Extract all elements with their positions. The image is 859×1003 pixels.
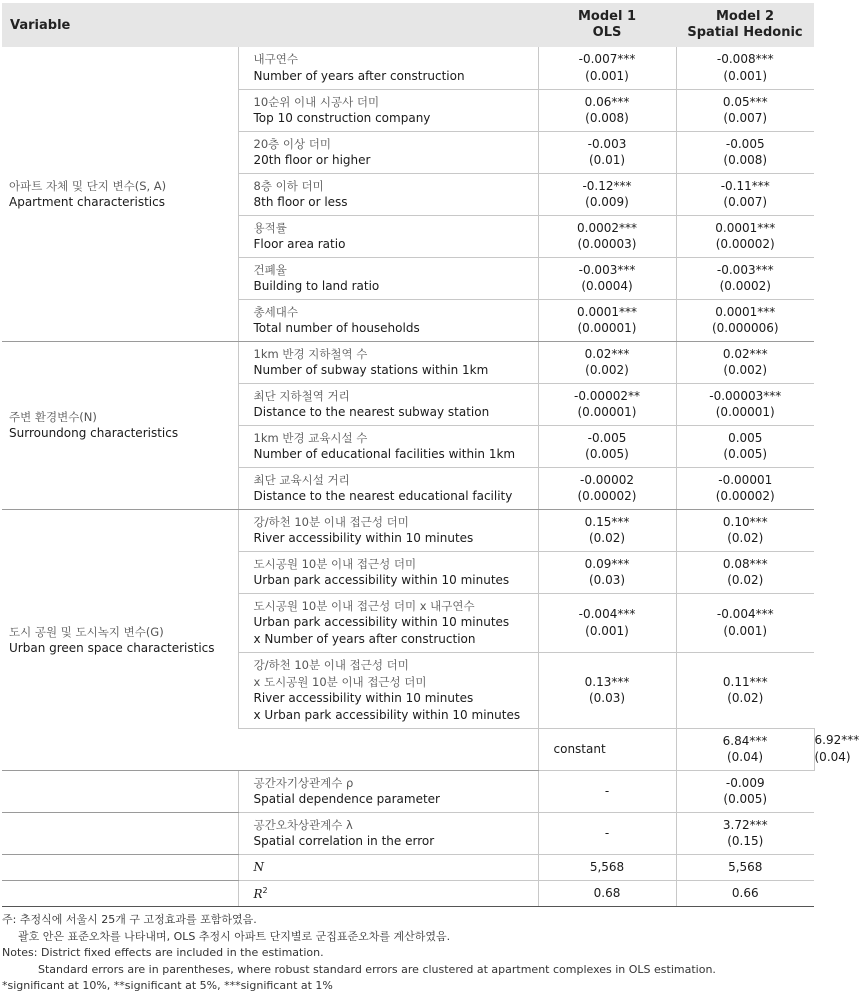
model1-value: - (538, 812, 676, 854)
results-table (2, 3, 859, 907)
model2-value: 0.11*** (0.02) (676, 652, 814, 728)
table-row (2, 770, 814, 812)
model2-value: 0.10*** (0.02) (676, 509, 814, 551)
variable-label: 1km 반경 교육시설 수 Number of educational facilities within 1km (238, 425, 538, 467)
group-label-empty (2, 770, 238, 812)
stat-label-n: N (238, 854, 538, 880)
group-label-empty (2, 812, 238, 854)
table-notes (2, 912, 814, 995)
group-label-surrounding: 주변 환경변수(N) Surroundong characteristics (2, 341, 238, 509)
model2-value: -0.004*** (0.001) (676, 593, 814, 652)
variable-label: 최단 지하철역 거리 Distance to the nearest subway station (238, 383, 538, 425)
variable-label: 20층 이상 더미 20th floor or higher (238, 131, 538, 173)
variable-label: 10순위 이내 시공사 더미 Top 10 construction company (238, 89, 538, 131)
model2-value: 0.0001*** (0.000006) (676, 299, 814, 341)
variable-label: 공간오차상관계수 λ Spatial correlation in the error (238, 812, 538, 854)
model2-value: 0.02*** (0.002) (676, 341, 814, 383)
model1-value: 0.0002*** (0.00003) (538, 215, 676, 257)
model1-r2: 0.68 (538, 880, 676, 906)
model2-value: 3.72*** (0.15) (676, 812, 814, 854)
variable-label: 도시공원 10분 이내 접근성 더미 x 내구연수 Urban park accessibility within 10 minutes x Number of years after construction (238, 593, 538, 652)
model1-n: 5,568 (538, 854, 676, 880)
model1-value: - (538, 770, 676, 812)
table-row (2, 47, 814, 89)
note-ko-2: 괄호 안은 표준오차를 나타내며, OLS 추정시 아파트 단지별로 군집표준오차를 계산하였음. (18, 929, 451, 943)
group-label-green: 도시 공원 및 도시녹지 변수(G) Urban green space characteristics (2, 509, 238, 770)
stat-row-n (2, 854, 814, 880)
model2-value: -0.005 (0.008) (676, 131, 814, 173)
variable-label: 강/하천 10분 이내 접근성 더미 x 도시공원 10분 이내 접근성 더미 River accessibility within 10 minutes x Urban park accessibility within 10 minutes (238, 652, 538, 728)
model1-value: 0.02*** (0.002) (538, 341, 676, 383)
variable-label: 최단 교육시설 거리 Distance to the nearest educational facility (238, 467, 538, 509)
model1-value: 0.15*** (0.02) (538, 509, 676, 551)
model1-value: 0.06*** (0.008) (538, 89, 676, 131)
model2-value: 0.005 (0.005) (676, 425, 814, 467)
model2-value: -0.00003*** (0.00001) (676, 383, 814, 425)
variable-label: 건폐율 Building to land ratio (238, 257, 538, 299)
variable-label: 공간자기상관계수 ρ Spatial dependence parameter (238, 770, 538, 812)
table-body (2, 47, 859, 906)
model1-value: -0.005 (0.005) (538, 425, 676, 467)
variable-label: 도시공원 10분 이내 접근성 더미 Urban park accessibility within 10 minutes (238, 551, 538, 593)
model1-value: 6.84*** (0.04) (676, 728, 814, 770)
variable-label: constant (538, 728, 676, 770)
model1-value: -0.004*** (0.001) (538, 593, 676, 652)
stat-label-r2: $R^2$ (238, 880, 538, 906)
model1-value: -0.00002 (0.00002) (538, 467, 676, 509)
stat-row-r2 (2, 880, 814, 906)
header-model1: Model 1 OLS (538, 3, 676, 47)
model1-value: -0.003*** (0.0004) (538, 257, 676, 299)
model2-r2: 0.66 (676, 880, 814, 906)
group-label-empty (2, 880, 238, 906)
model1-value: -0.12*** (0.009) (538, 173, 676, 215)
note-ko-1: 주: 추정식에 서울시 25개 구 고정효과를 포함하였음. (2, 913, 257, 926)
variable-label: 용적률 Floor area ratio (238, 215, 538, 257)
model2-value: -0.00001 (0.00002) (676, 467, 814, 509)
model1-value: -0.003 (0.01) (538, 131, 676, 173)
model2-value: 0.0001*** (0.00002) (676, 215, 814, 257)
model2-n: 5,568 (676, 854, 814, 880)
variable-label: 강/하천 10분 이내 접근성 더미 River accessibility within 10 minutes (238, 509, 538, 551)
model2-value: -0.003*** (0.0002) (676, 257, 814, 299)
model1-value: -0.00002** (0.00001) (538, 383, 676, 425)
header-model2: Model 2 Spatial Hedonic (676, 3, 814, 47)
variable-label: 8층 이하 더미 8th floor or less (238, 173, 538, 215)
note-significance: *significant at 10%, **significant at 5%, ***significant at 1% (2, 979, 333, 992)
model1-value: 0.13*** (0.03) (538, 652, 676, 728)
note-en-1: Notes: District fixed effects are included in the estimation. (2, 946, 324, 959)
header-variable: Variable (2, 3, 538, 47)
model1-value: -0.007*** (0.001) (538, 47, 676, 89)
model2-value: -0.11*** (0.007) (676, 173, 814, 215)
table-row (2, 812, 814, 854)
group-label-apartment: 아파트 자체 및 단지 변수(S, A) Apartment characteristics (2, 47, 238, 341)
table-row: constant 6.84*** (0.04) 6.92*** (0.04) (2, 728, 814, 770)
model2-value: -0.008*** (0.001) (676, 47, 814, 89)
variable-label: 내구연수 Number of years after construction (238, 47, 538, 89)
variable-label: 총세대수 Total number of households (238, 299, 538, 341)
model2-value: -0.009 (0.005) (676, 770, 814, 812)
model2-value: 0.08*** (0.02) (676, 551, 814, 593)
group-label-empty (2, 854, 238, 880)
variable-label: 1km 반경 지하철역 수 Number of subway stations within 1km (238, 341, 538, 383)
table-header-row (2, 3, 814, 47)
model1-value: 0.0001*** (0.00001) (538, 299, 676, 341)
group-label-empty (238, 728, 538, 770)
table-row (2, 341, 814, 383)
model1-value: 0.09*** (0.03) (538, 551, 676, 593)
table-row (2, 509, 814, 551)
model2-value: 0.05*** (0.007) (676, 89, 814, 131)
note-en-2: Standard errors are in parentheses, where robust standard errors are clustered at apartment complexes in OLS estimation. (38, 962, 716, 976)
